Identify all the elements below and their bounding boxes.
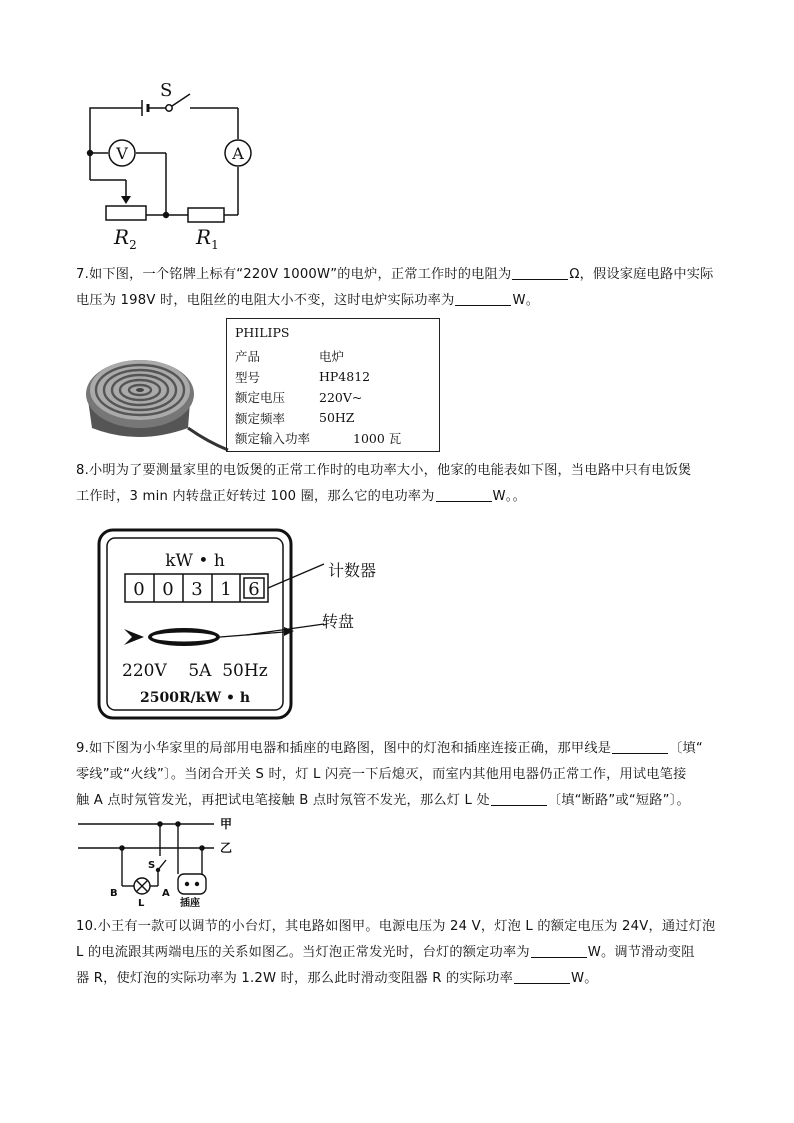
switch-s-label: S — [148, 860, 156, 871]
disk-label: 转盘 — [322, 612, 355, 631]
answer-blank[interactable] — [512, 265, 568, 280]
nameplate-row: 额定频率 50HZ — [235, 410, 355, 426]
question-9: 9.如下图为小华家里的局部用电器和插座的电路图，图中的灯泡和插座连接正确，那甲线是 〔填“ 零线”或“火线”〕。当闭合开关 S 时，灯 L 闪亮一下后熄灭，而室内其他用电器仍正常工作，用试电笔接 触 A 点时氖管发光，再把试电笔接触 B 点时氖管不发光，那么灯 L 处 〔填“断路”或“短路”〕。 — [76, 741, 703, 808]
socket-label: 插座 — [180, 898, 200, 909]
voltmeter-label: V — [116, 144, 128, 163]
counter-digit: 3 — [191, 579, 203, 600]
electric-meter-diagram — [96, 526, 396, 722]
lamp-l-label: L — [138, 898, 145, 909]
counter-label: 计数器 — [328, 561, 377, 580]
point-b-label: B — [110, 888, 118, 899]
answer-blank[interactable] — [531, 943, 587, 958]
wire-jia-label: 甲 — [220, 817, 233, 831]
counter-digit: 1 — [220, 579, 232, 600]
counter-digit: 0 — [133, 579, 145, 600]
nameplate-row: 额定输入功率 1000 瓦 — [235, 431, 402, 447]
answer-blank[interactable] — [436, 487, 492, 502]
nameplate — [226, 318, 440, 452]
wire-yi-label: 乙 — [220, 841, 233, 855]
question-8: 8.小明为了要测量家里的电饭煲的正常工作时的电功率大小，他家的电能表如下图，当电路中只有电饭煲 工作时，3 min 内转盘正好转过 100 圈，那么它的电功率为 W。。 — [76, 463, 692, 504]
household-circuit-diagram — [74, 812, 244, 909]
nameplate-brand: PHILIPS — [235, 325, 290, 340]
answer-blank[interactable] — [514, 969, 570, 984]
nameplate-row: 额定电压 220V~ — [235, 389, 363, 406]
meter-constant: 2500R/kW • h — [139, 690, 251, 706]
question-7: 7.如下图，一个铭牌上标有“220V 1000W”的电炉，正常工作时的电阻为 Ω，假设家庭电路中实际 电压为 198V 时，电阻丝的电阻大小不变，这时电炉实际功率为 W。 — [76, 267, 714, 308]
meter-unit: kW • h — [165, 551, 225, 571]
electric-stove-image — [78, 350, 230, 454]
circuit-diagram-1 — [70, 78, 270, 254]
counter-digit: 0 — [162, 579, 174, 600]
counter-digit: 6 — [248, 579, 260, 600]
question-10: 10.小王有一款可以调节的小台灯，其电路如图甲。电源电压为 24 V，灯泡 L 的额定电压为 24V，通过灯泡 L 的电流跟其两端电压的关系如图乙。当灯泡正常发光时，台灯的额定功率为 W。调节滑动变阻 器 R，使灯泡的实际功率为 1.2W 时，那么此时滑动变阻器 R 的实际功率 W。 — [76, 919, 716, 986]
resistor-1-label: $R_1$ — [196, 225, 219, 252]
switch-label: S — [160, 80, 173, 101]
meter-ratings: 220V 5A 50Hz — [122, 661, 268, 681]
answer-blank[interactable] — [612, 739, 668, 754]
answer-blank[interactable] — [455, 291, 511, 306]
point-a-label: A — [162, 888, 170, 899]
nameplate-row: 产品 电炉 — [235, 349, 345, 365]
nameplate-row: 型号 HP4812 — [235, 369, 371, 385]
answer-blank[interactable] — [491, 791, 547, 806]
resistor-2-label: $R_2$ — [114, 225, 137, 252]
ammeter-label: A — [232, 144, 244, 163]
